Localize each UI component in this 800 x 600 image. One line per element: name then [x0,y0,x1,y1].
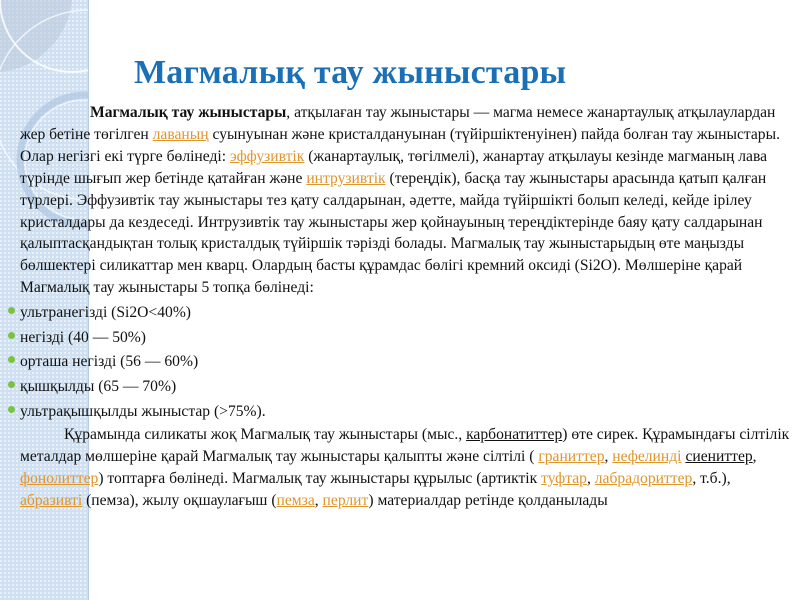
list-item-label: орташа негізді (56 — 60%) [20,353,199,371]
list-item-label: негізді (40 — 50%) [20,328,146,346]
term-bold: Магмалық тау жыныстары [90,104,287,121]
text: , т.б.), [692,469,731,487]
list-item [20,350,790,375]
bullet-dot-icon [8,332,15,339]
text: , [752,448,757,466]
slide-body [20,102,790,512]
list-item-label: ультранегізді (Si2O<40%) [20,304,191,322]
list-item [20,326,790,351]
text: (жанартаулық, төгілмелі), жанартау атқылауы кезінде магманың лава түрінде шығып жер бетінде қатайған және [20,147,768,187]
classification-list [20,301,790,424]
link-effusive[interactable]: эффузивтік [230,147,305,165]
bullet-dot-icon [8,381,15,388]
list-item [20,301,790,326]
slide-title: Магмалық тау жыныстары [134,54,567,91]
link-intrusive[interactable]: интрузивтік [306,169,386,187]
text: ) өте сирек. Құрамындағы сілтілік металдар мөлшеріне қарай Магмалық тау жыныстары қалыпты және сілтілі ( [20,426,790,466]
link-syenites[interactable]: сиениттер [685,448,753,466]
link-pumice[interactable]: пемза [276,491,315,509]
text: суынуынан және кристалдануынан (түйіршіктенуінен) пайда болған тау жыныстары. Олар негізгі екі түрге бөлінеді: [20,125,780,165]
text: ) материалдар ретінде қолданылады [368,491,608,509]
list-item [20,400,790,425]
link-labradorites[interactable]: лабрадориттер [594,469,693,487]
outro-paragraph [20,424,790,512]
list-item [20,375,790,400]
text: (пемза), жылу оқшаулағыш ( [82,491,277,509]
link-phonolites[interactable]: фонолиттер [20,469,99,487]
text: , атқылаған тау жыныстары — магма немесе жанартаулық атқылаулардан жер бетіне төгілген [20,104,776,143]
link-tuffs[interactable]: туфтар [541,469,587,487]
text: , [586,469,595,487]
text: , [314,491,323,509]
text: (тереңдік), басқа тау жыныстары арасында қатып қалған түрлері. Эффузивтік тау жыныстары тез қату салдарынан, әдетте, майда түйіршікті болып келеді, кейде ірілеу кристалдары да кездеседі. Интрузивтік тау жыныстары жер қойнауының тереңдіктерінде баяу қату салдарынан қалыптасқандықтан толық кристалдық түйіршік тәрізді болады. Магмалық тау жыныстарыдың өте маңызды бөлшектері силикаттар мен кварц. Олардың басты құрамдас бөлігі кремний оксиді (Si2O). Мөлшеріне қарай Магмалық тау жыныстары 5 топқа бөлінеді: [20,169,767,297]
intro-paragraph [20,102,790,299]
link-perlite[interactable]: перлит [322,491,369,509]
link-abrasive[interactable]: абразивті [20,491,83,509]
text: Құрамында силикаты жоқ Магмалық тау жыныстары (мыс., [64,426,467,444]
link-nepheline[interactable]: нефелинді [612,448,682,466]
text: ) топтарға бөлінеді. Магмалық тау жыныстары құрылыс (артиктік [98,469,542,487]
list-item-label: қышқылды (65 — 70%) [20,377,177,395]
bullet-dot-icon [8,406,15,413]
link-carbonatites[interactable]: карбонатиттер [466,426,563,444]
text: , [604,448,613,466]
list-item-label: ультрақышқылды жыныстар (>75%). [20,402,266,420]
link-granites[interactable]: граниттер [538,448,605,466]
link-lava[interactable]: лаваның [152,125,209,143]
